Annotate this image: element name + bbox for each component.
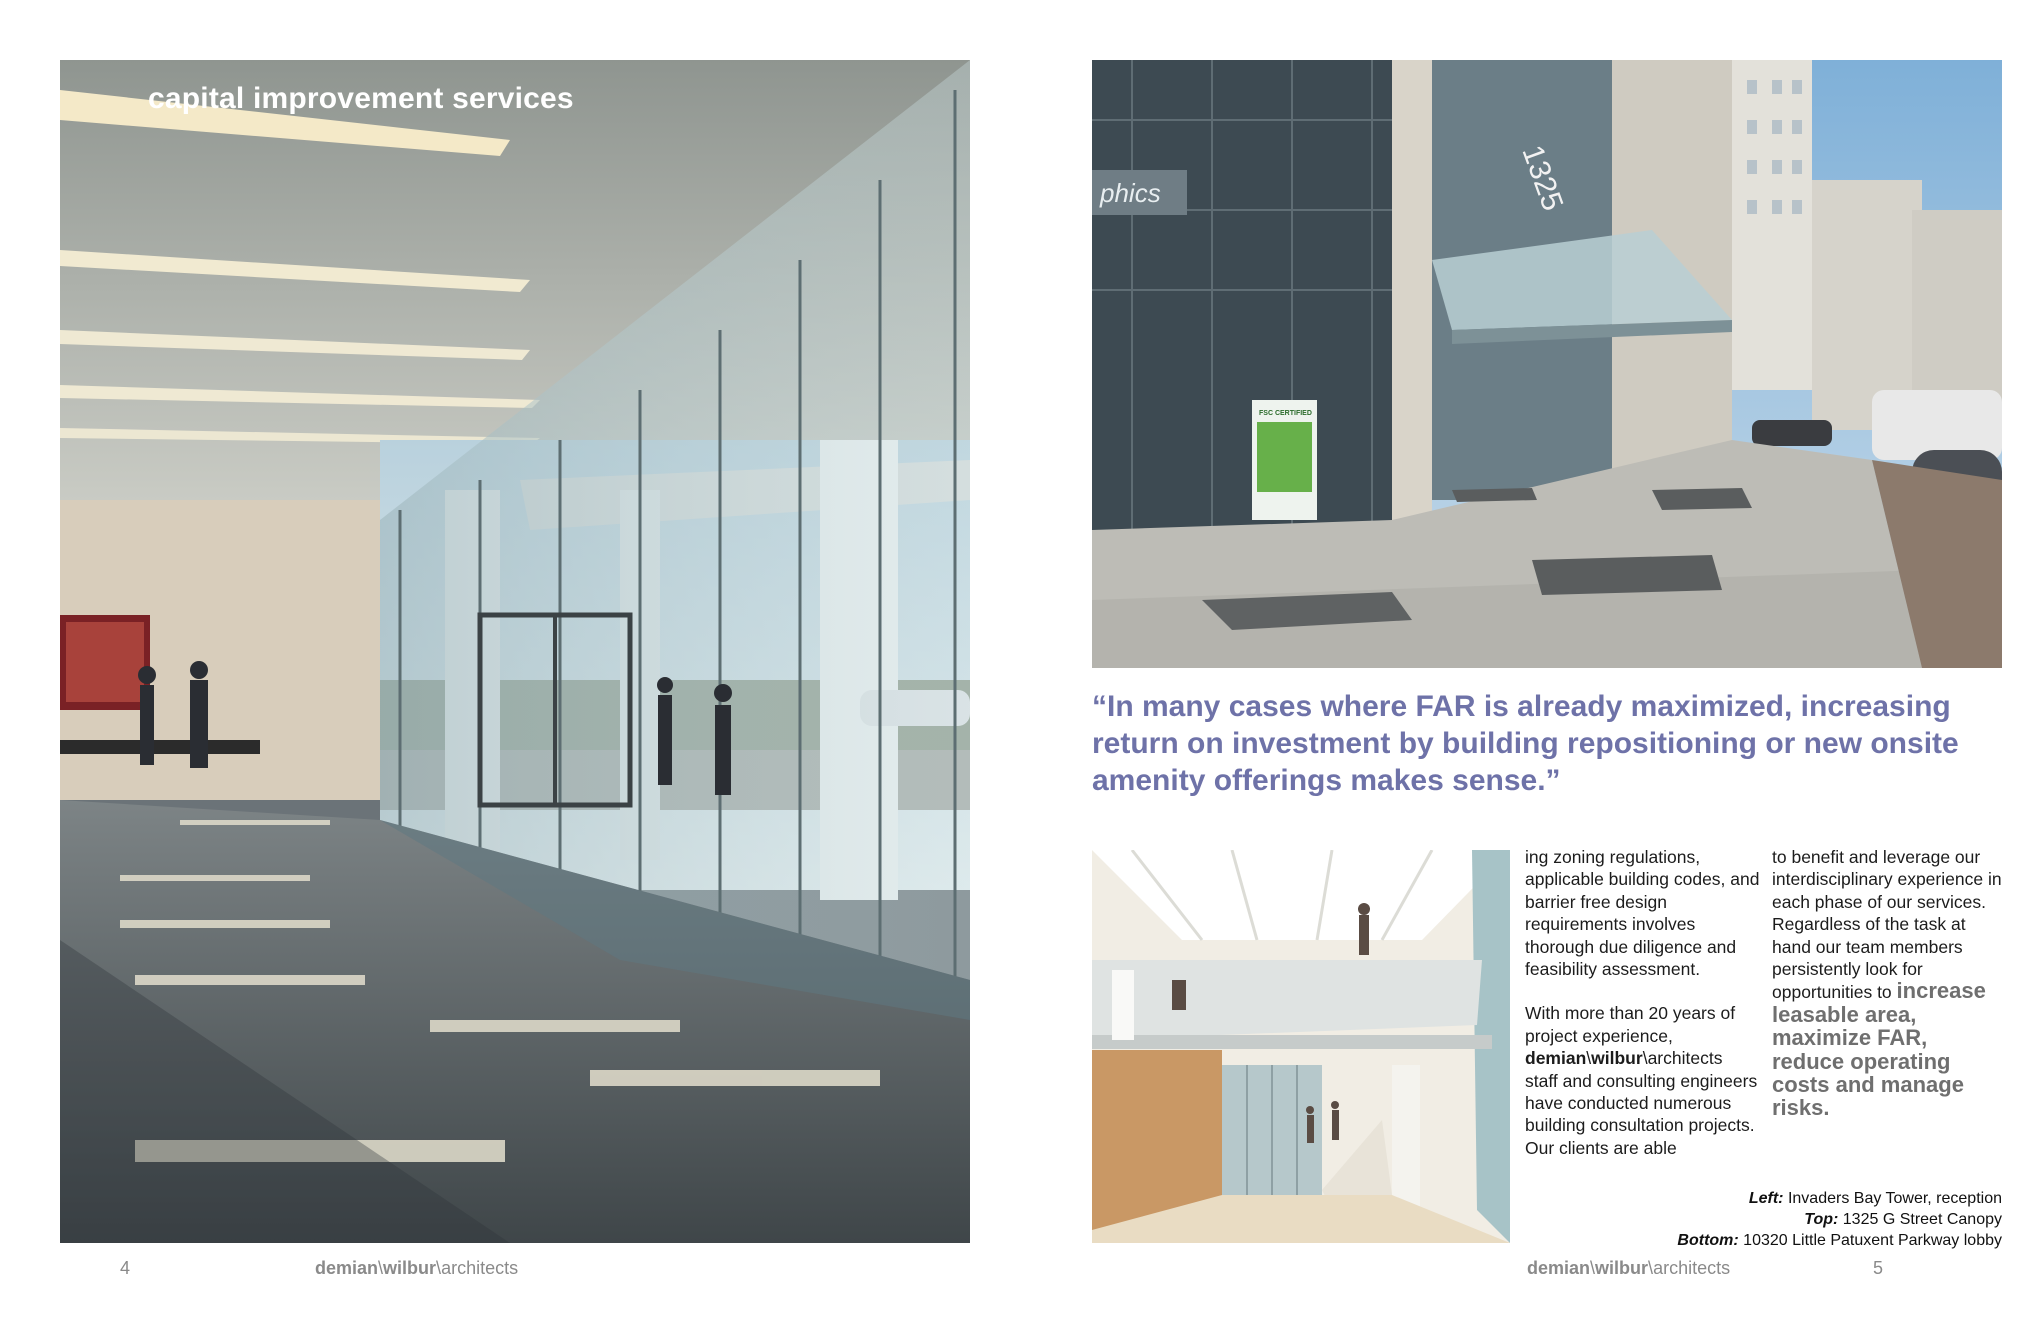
interior-lobby-rendering [1092,850,1510,1243]
caption-bottom [1677,1230,2002,1251]
caption-bottom-text: 10320 Little Patuxent Parkway lobby [1743,1232,2002,1249]
column1-paragraph2-intro: With more than 20 years of project experience, [1525,1003,1736,1046]
caption-left-label: Left: [1748,1190,1784,1207]
footer-firm-left-sep1: \ [378,1258,384,1278]
footer-firm-left [315,1258,518,1279]
footer-firm-left-part1: demian [315,1258,379,1278]
column1-paragraph2-rest: staff and consulting engineers have conducted numerous building consultation projects. Our clients are able [1525,1070,1758,1158]
footer-firm-right-part3: architects [1653,1258,1731,1278]
caption-left-text: Invaders Bay Tower, reception [1787,1190,2002,1207]
firm-name-part3: architects [1647,1048,1723,1069]
caption-top-text: 1325 G Street Canopy [1842,1211,2002,1228]
firm-name-inline [1525,1048,1643,1068]
firm-name-part2: wilbur [1591,1048,1643,1069]
street-illustration [1092,60,2002,668]
street-canopy-photo [1092,60,2002,668]
shop-sign: phics [1100,178,1161,208]
footer-firm-right-sep2: \ [1648,1258,1654,1278]
body-column-2 [1772,846,2004,1121]
caption-left [1677,1188,2002,1209]
column1-paragraph1: ing zoning regulations, applicable building codes, and barrier free design requirements involves thorough due diligence and feasibility assessment. [1525,847,1760,980]
firm-name-separator-2: \ [1642,1048,1648,1069]
caption-top-label: Top: [1804,1211,1839,1228]
footer-firm-left-part3: architects [441,1258,519,1278]
address-number: 1325 [1515,141,1570,216]
interior-illustration [1092,850,1510,1243]
column2-text: to benefit and leverage our interdisciplinary experience in each phase of our services. Regardless of the task at hand our team members persistently look for opportunities to [1772,847,2002,1003]
page-number-right: 5 [1873,1258,1884,1278]
page-number-left: 4 [120,1258,131,1278]
caption-top [1677,1209,2002,1230]
column1-paragraph2 [1525,1002,1760,1159]
section-title: capital improvement services [148,82,574,115]
firm-name-part1: demian [1525,1048,1587,1069]
firm-name-separator: \ [1586,1048,1592,1069]
caption-bottom-label: Bottom: [1677,1232,1739,1249]
footer-firm-right [1527,1258,1730,1279]
photo-captions [1677,1188,2002,1251]
column2-highlight: increase leasable area, maximize FAR, reduce operating costs and manage risks. [1772,978,1986,1121]
footer-firm-left-part2: wilbur [383,1258,437,1278]
footer-firm-right-sep1: \ [1590,1258,1596,1278]
lobby-photo [60,60,970,1243]
footer-firm-right-part2: wilbur [1595,1258,1649,1278]
fsc-sign-title: FSC CERTIFIED [1259,410,1312,417]
footer-firm-left-sep2: \ [436,1258,442,1278]
footer-firm-right-part1: demian [1527,1258,1591,1278]
body-column-1 [1525,846,1760,1181]
pull-quote: “In many cases where FAR is already maximized, increasing return on investment by building repositioning or new onsite amenity offerings makes sense.” [1092,690,1959,797]
lobby-illustration [60,60,970,1243]
